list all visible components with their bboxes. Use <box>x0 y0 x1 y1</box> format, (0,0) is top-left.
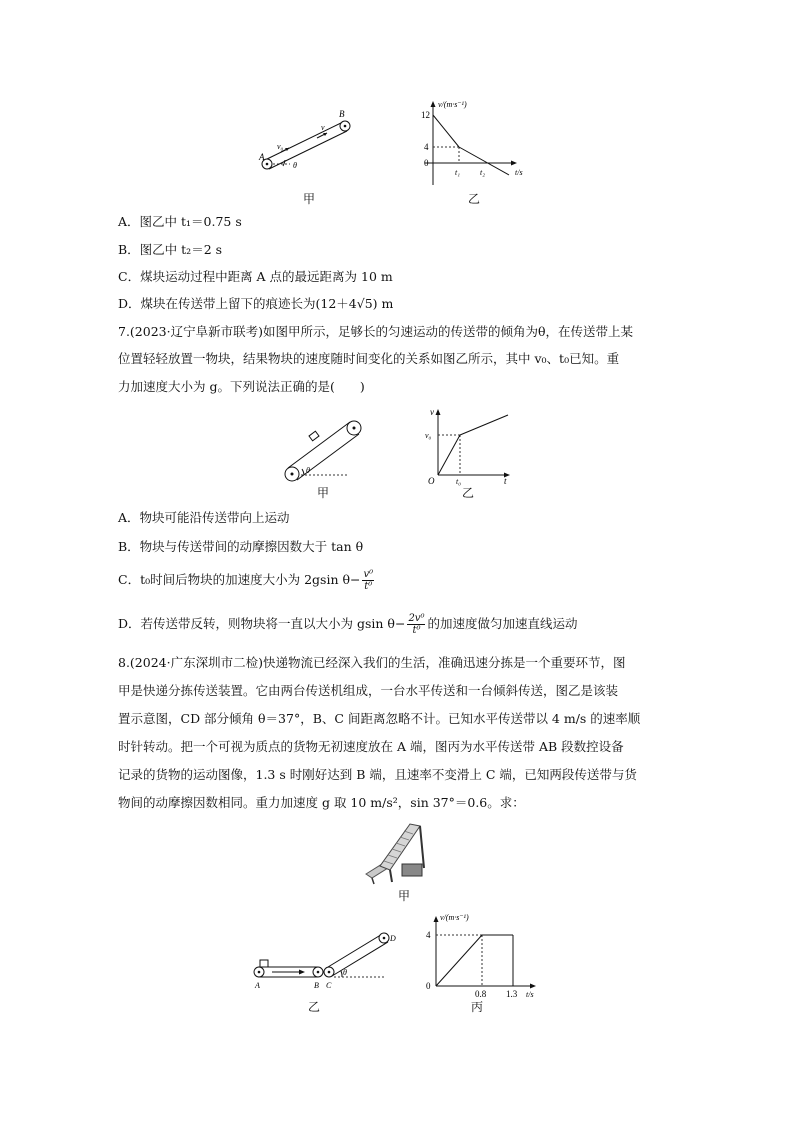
q7-stem-line-3: 力加速度大小为 g。下列说法正确的是( ) <box>118 379 365 394</box>
q6-label-theta: θ <box>293 161 297 170</box>
q8-stem-line-3: 置示意图，CD 部分倾角 θ＝37°，B、C 间距离忽略不计。已知水平传送带以 4 m/s 的速率顺 <box>118 711 641 726</box>
q7-vt-graph <box>420 405 520 487</box>
q8-label-D: D <box>390 934 396 943</box>
q6-caption-b: 乙 <box>468 192 481 206</box>
q7-stem-line-2: 位置轻轻放置一物块，结果物块的速度随时间变化的关系如图乙所示，其中 v₀、t₀已知。重 <box>118 351 620 366</box>
q8-stem-line-2: 甲是快递分拣传送装置。它由两台传送机组成，一台水平传送和一台倾斜传送，图乙是该装 <box>118 683 619 698</box>
q6-tick-4: 4 <box>424 142 429 152</box>
q8-tick-13: 1.3 <box>506 989 518 999</box>
q6-label-v0: v₀ <box>277 142 284 151</box>
q8-label-theta: θ <box>343 968 347 977</box>
q6-xlabel: t/s <box>515 168 523 177</box>
q8-caption-b: 乙 <box>308 1000 321 1014</box>
q6-tick-0: 0 <box>424 158 429 168</box>
q8-caption-a: 甲 <box>398 889 411 903</box>
q8-label-A: A <box>255 981 260 990</box>
q7-tick-t0: t₀ <box>456 477 462 486</box>
q6-tick-12: 12 <box>421 110 430 120</box>
q7-xlabel: t <box>504 476 507 486</box>
q7-caption-a: 甲 <box>317 486 330 500</box>
q6-caption-a: 甲 <box>303 192 316 206</box>
q6-option-d[interactable]: D．煤块在传送带上留下的痕迹长为(12＋4√5) m <box>118 296 394 311</box>
q7-option-c-fraction <box>362 569 374 592</box>
q8-label-B: B <box>314 981 319 990</box>
q8-stem-line-6: 物间的动摩擦因数相同。重力加速度 g 取 10 m/s²，sin 37°＝0.6。求： <box>118 795 525 810</box>
q8-xlabel: t/s <box>526 990 534 999</box>
q7-option-b[interactable]: B．物块与传送带间的动摩擦因数大于 tan θ <box>118 539 364 554</box>
q6-line-seg1 <box>433 115 459 147</box>
q6-conveyor-figure <box>255 100 375 180</box>
q7-ylabel: v <box>430 407 434 417</box>
q7-option-d-den: t⁰ <box>412 625 421 636</box>
q8-tick-08: 0.8 <box>475 989 487 999</box>
q6-ylabel: v/(m·s⁻¹) <box>438 100 467 109</box>
q6-label-A: A <box>259 152 265 162</box>
q6-label-B: B <box>339 109 345 119</box>
q7-line-seg1 <box>438 435 460 475</box>
q6-vt-graph <box>415 97 535 187</box>
q7-tick-v0: v₀ <box>425 431 432 440</box>
q8-vt-graph <box>420 908 550 1000</box>
q6-label-v: v <box>321 123 325 132</box>
q8-ylabel: v/(m·s⁻¹) <box>440 913 469 922</box>
q7-caption-b: 乙 <box>462 486 475 500</box>
q8-tick-0: 0 <box>426 981 431 991</box>
q7-line-seg2 <box>460 415 508 435</box>
q7-option-d-num: 2v⁰ <box>408 613 425 624</box>
q7-option-d-text-post: 的加速度做匀加速直线运动 <box>427 616 578 631</box>
q7-label-theta: θ <box>306 466 310 475</box>
q8-conveyor-diagram <box>250 925 400 995</box>
q7-option-a[interactable]: A．物块可能沿传送带向上运动 <box>118 510 290 525</box>
q8-tick-4: 4 <box>426 930 431 940</box>
q8-caption-c: 丙 <box>471 1000 484 1014</box>
q6-tick-t1: t₁ <box>455 168 461 177</box>
q7-option-c-num: v⁰ <box>363 569 374 580</box>
q8-stem-line-4: 时针转动。把一个可视为质点的货物无初速度放在 A 端，图丙为水平传送带 AB 段数控设备 <box>118 739 624 754</box>
q7-stem-line-1: 7.(2023·辽宁阜新市联考)如图甲所示，足够长的匀速运动的传送带的倾角为θ，在传送带上某 <box>118 324 633 339</box>
q7-option-d-text: D．若传送带反转，则物块将一直以大小为 gsin θ− <box>118 616 406 631</box>
q8-line-accel <box>436 935 482 986</box>
q7-option-c[interactable] <box>118 566 376 594</box>
q6-option-c[interactable]: C．煤块运动过程中距离 A 点的最远距离为 10 m <box>118 269 393 284</box>
q8-stem-line-5: 记录的货物的运动图像，1.3 s 时刚好达到 B 端，且速率不变滑上 C 端，已知两段传送带与货 <box>118 767 637 782</box>
q7-origin: O <box>428 476 435 486</box>
q6-option-b[interactable]: B．图乙中 t₂＝2 s <box>118 242 223 257</box>
q7-option-c-den: t⁰ <box>364 581 373 592</box>
q6-tick-t2: t₂ <box>480 168 486 177</box>
q8-stem-line-1: 8.(2024·广东深圳市二检)快递物流已经深入我们的生活，准确迅速分拣是一个重要环节，图 <box>118 655 626 670</box>
q8-sorting-machine-illustration <box>358 818 438 886</box>
q7-option-c-text: C．t₀时间后物块的加速度大小为 2gsin θ− <box>118 572 361 587</box>
q7-option-d-fraction <box>407 613 425 636</box>
q8-label-C: C <box>326 981 332 990</box>
q7-conveyor-figure <box>278 412 378 484</box>
q7-option-d[interactable] <box>118 610 577 638</box>
q6-option-a[interactable]: A．图乙中 t₁＝0.75 s <box>118 214 242 229</box>
